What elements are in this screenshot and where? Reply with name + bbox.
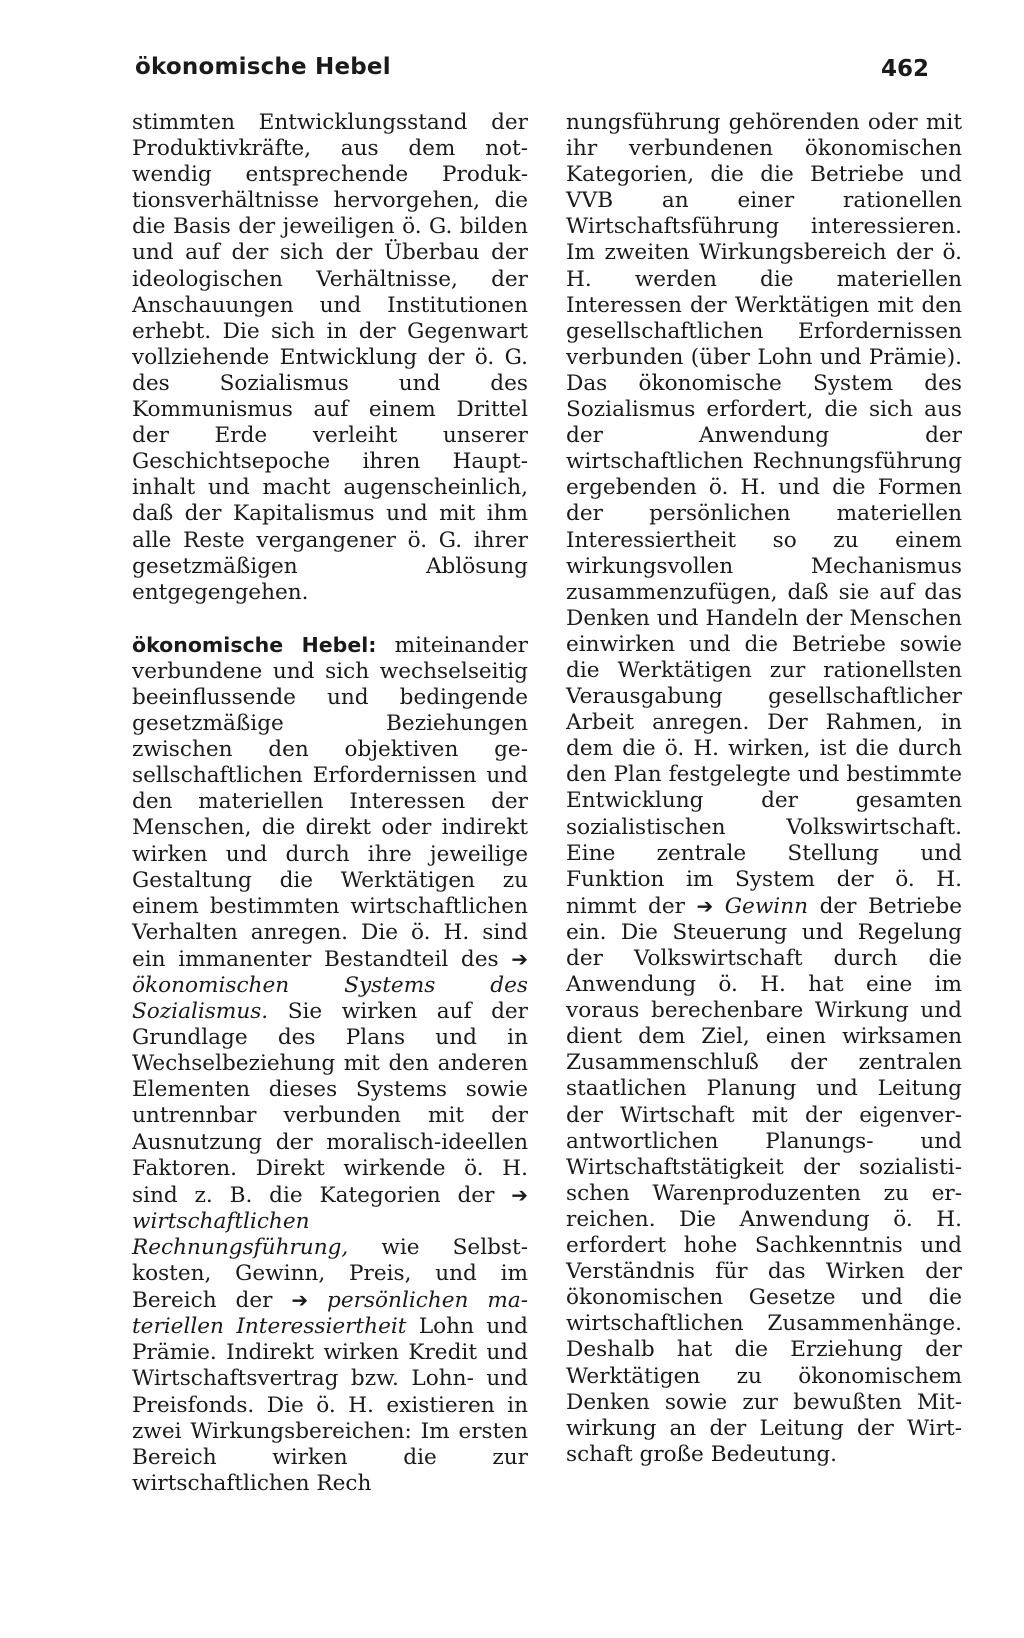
entry-text: Sie wirken auf der Grundlage des Plans und in Wechselbeziehung mit den anderen Elementen dieses Systems sowie untrennbar verbunden mit der Ausnutzung der moralisch-ideellen Faktoren. Direkt wirkende ö. H. sind z. B. die Kategorien der xyxy=(132,999,528,1208)
cross-reference-arrow-icon: ➔ xyxy=(511,1182,528,1207)
entry-text: Lohn und Prämie. Indirekt wirken Kredit und Wirtschaftsvertrag bzw. Lohn- und Preisfonds. Die ö. H. existieren in zwei Wirkungsbereichen: Im ersten Bereich wirken die zur wirtschaftlichen Rech xyxy=(132,1314,528,1496)
entry-text: nungsführung gehörenden oder mit ihr verbundenen ökonomischen Kategorien, die die Betriebe und VVB an einer rationellen Wirtschaftsführung interessieren. Im zweiten Wirkungsbereich der ö. H. werden die materiellen Interessen der Werktätigen mit den gesellschaftlichen Erfordernissen verbunden (über Lohn und Prämie). Das ökonomische System des Sozialismus erfordert, die sich aus der Anwendung der wirtschaftlichen Rechnungsführung ergebenden ö. H. und die Formen der persönlichen materiellen Interessiertheit so zu einem wirkungsvollen Mechanismus zusammenzufügen, daß sie auf das Denken und Handeln der Menschen einwirken und die Betriebe sowie die Werktätigen zur rationellsten Verausgabung gesellschaftlicher Arbeit anregen. Der Rahmen, in dem die ö. H. wirken, ist die durch den Plan festgelegte und bestimmte Entwicklung der gesamten sozialistischen Volkswirtschaft. Eine zentrale Stellung und Funktion im System der ö. H. nimmt der xyxy=(566,110,962,919)
running-head: ökonomische Hebel xyxy=(135,54,391,80)
cross-reference-materielle-interessiertheit[interactable]: persönlichen materiellen Interessiertheit xyxy=(132,1288,528,1340)
entry-lemma: ökonomische Hebel: xyxy=(132,632,377,657)
cross-reference-arrow-icon: ➔ xyxy=(291,1288,309,1313)
cross-reference-arrow-icon: ➔ xyxy=(511,946,528,971)
entry-text: der Betriebe ein. Die Steuerung und Regelung der Volkswirtschaft durch die Anwendung ö. H. hat eine im voraus berechenbare Wirkung und dient dem Ziel, einen wirksamen Zusammenschluß der zentralen staatlichen Planung und Leitung der Wirtschaft mit der eigenverantwortlichen Planungs- und Wirtschaftstätigkeit der sozialistischen Warenproduzenten zu erreichen. Die Anwendung ö. H. erfordert hohe Sachkenntnis und Verständnis für das Wirken der ökonomischen Gesetze und die wirtschaftlichen Zusammenhänge. Deshalb hat die Erziehung der Werktätigen zu ökonomischem Denken sowie zur bewußten Mitwirkung an der Leitung der Wirtschaft große Bedeutung. xyxy=(566,893,962,1467)
left-column xyxy=(132,110,528,1497)
entry-text: wie Selbstkosten, Gewinn, Preis, und im Bereich der xyxy=(132,1234,528,1314)
entry-oekonomische-hebel xyxy=(132,632,528,1497)
entry-text: miteinander verbundene und sich wechselseitig beeinflussende und bedingende gesetzmäßige Beziehungen zwischen den objektiven gesellschaftlichen Erfordernissen und den materiellen Interessen der Menschen, die direkt oder indirekt wirken und durch ihre jeweilige Gestaltung die Werktätigen zu einem bestimmten wirtschaftlichen Verhalten anregen. Die ö. H. sind ein immanenter Bestandteil des xyxy=(132,632,528,972)
cross-reference-oekonomisches-system[interactable]: ökonomischen Systems des Sozialismus. xyxy=(132,973,528,1025)
cross-reference-gewinn[interactable]: Gewinn xyxy=(724,893,809,919)
cross-reference-arrow-icon: ➔ xyxy=(696,893,714,918)
page-number: 462 xyxy=(880,56,929,82)
entry-continuation xyxy=(566,110,962,1468)
right-column xyxy=(566,110,962,1468)
cross-reference-wirtschaftliche-rechnungsfuehrung[interactable]: wirtschaftlichen Rechnungsführung, xyxy=(132,1208,349,1260)
continuation-paragraph: stimmten Entwicklungsstand der Produktivkräfte, aus dem notwendig entsprechende Produktionsverhältnisse hervorgehen, die die Basis der jeweiligen ö. G. bilden und auf der sich der Überbau der ideologischen Verhältnisse, der Anschauungen und Institutionen erhebt. Die sich in der Gegenwart vollziehende Entwicklung der ö. G. des Sozialismus und des Kommunismus auf einem Drittel der Erde verleiht unserer Geschichtsepoche ihren Hauptinhalt und macht augenscheinlich, daß der Kapitalismus und mit ihm alle Reste vergangener ö. G. ihrer gesetzmäßigen Ablösung entgegengehen. xyxy=(132,110,528,605)
